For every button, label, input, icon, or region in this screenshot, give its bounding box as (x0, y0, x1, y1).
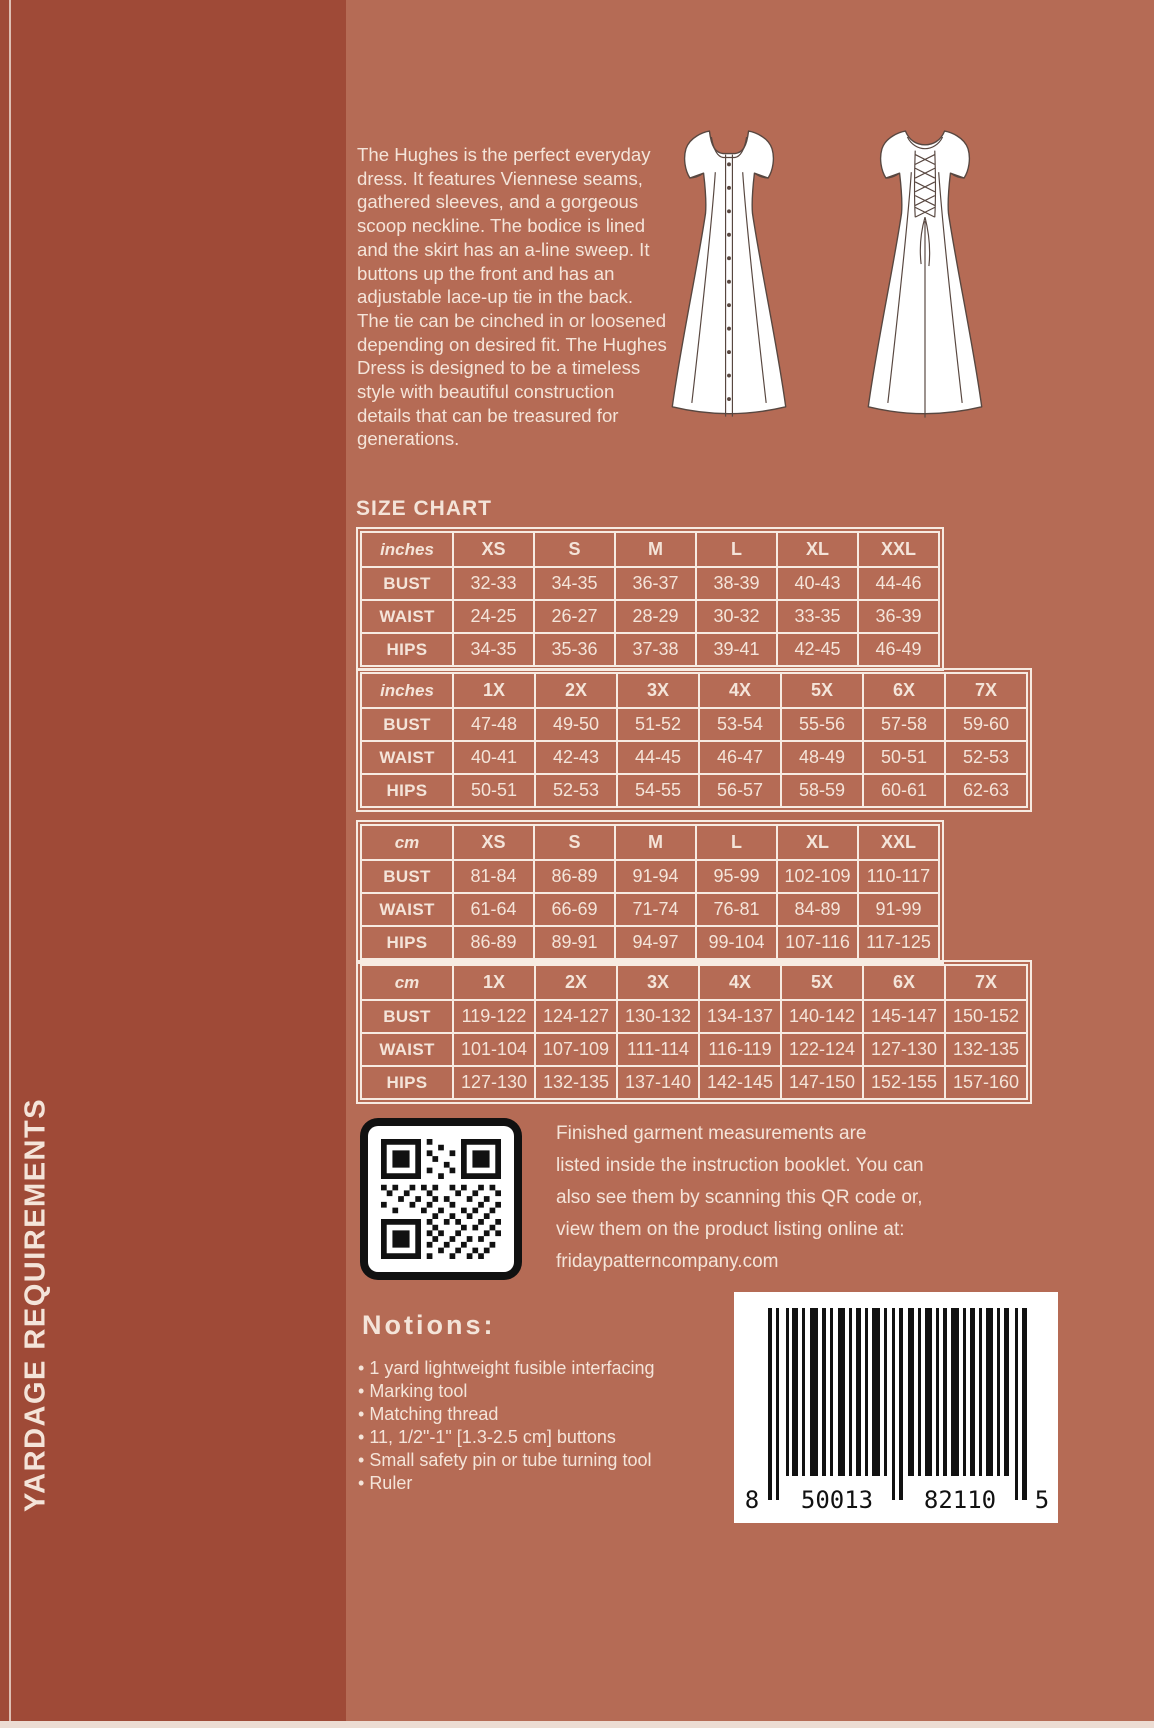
size-column-header: 3X (617, 673, 699, 708)
measurement-value-cell: 33-35 (777, 600, 858, 633)
size-column-header: XS (453, 825, 534, 860)
measurement-value-cell: 35-36 (534, 633, 615, 666)
measurement-value-cell: 48-49 (781, 741, 863, 774)
size-column-header: 5X (781, 673, 863, 708)
measurement-value-cell: 24-25 (453, 600, 534, 633)
size-chart-title: SIZE CHART (356, 497, 492, 520)
measurement-value-cell: 42-45 (777, 633, 858, 666)
notion-item: • Small safety pin or tube turning tool (358, 1451, 688, 1469)
measurement-value-cell: 37-38 (615, 633, 696, 666)
yardage-requirements-label: YARDAGE REQUIREMENTS (19, 1097, 52, 1513)
size-column-header: XL (777, 532, 858, 567)
measurement-value-cell: 127-130 (453, 1066, 535, 1099)
notions-title: Notions: (362, 1310, 496, 1340)
size-table-row (361, 633, 939, 666)
measurement-value-cell: 86-89 (534, 860, 615, 893)
measurement-value-cell: 28-29 (615, 600, 696, 633)
bottom-edge-strip (0, 1721, 1154, 1728)
measurement-value-cell: 44-46 (858, 567, 939, 600)
size-column-header: 6X (863, 965, 945, 1000)
barcode-bars (768, 1308, 1027, 1500)
finished-measurements-text (556, 1124, 986, 1284)
measurement-value-cell: 119-122 (453, 1000, 535, 1033)
measurement-value-cell: 130-132 (617, 1000, 699, 1033)
notions-list (358, 1359, 688, 1497)
measurement-value-cell: 117-125 (858, 926, 939, 959)
dress-back-illustration (836, 92, 1014, 444)
size-column-header: XXL (858, 532, 939, 567)
measurement-label-cell: WAIST (361, 1033, 453, 1066)
size-table-row (361, 741, 1027, 774)
measurement-value-cell: 102-109 (777, 860, 858, 893)
notion-item: • 11, 1/2"-1" [1.3-2.5 cm] buttons (358, 1428, 688, 1446)
size-column-header: L (696, 532, 777, 567)
size-table-row (361, 600, 939, 633)
measurement-value-cell: 40-43 (777, 567, 858, 600)
measurement-value-cell: 157-160 (945, 1066, 1027, 1099)
measurement-value-cell: 56-57 (699, 774, 781, 807)
measurement-value-cell: 76-81 (696, 893, 777, 926)
unit-header-cell: inches (361, 532, 453, 567)
unit-header-cell: inches (361, 673, 453, 708)
measurement-label-cell: HIPS (361, 633, 453, 666)
measurement-value-cell: 34-35 (534, 567, 615, 600)
barcode-digit: 50013 (800, 1486, 874, 1514)
size-column-header: 1X (453, 673, 535, 708)
measurement-value-cell: 50-51 (863, 741, 945, 774)
measurement-value-cell: 55-56 (781, 708, 863, 741)
measurement-value-cell: 54-55 (617, 774, 699, 807)
measurement-value-cell: 57-58 (863, 708, 945, 741)
measurement-value-cell: 110-117 (858, 860, 939, 893)
size-table-row (361, 1066, 1027, 1099)
barcode-digit: 5 (1034, 1486, 1050, 1514)
notion-item: • 1 yard lightweight fusible interfacing (358, 1359, 688, 1377)
measurement-value-cell: 134-137 (699, 1000, 781, 1033)
measurement-value-cell: 127-130 (863, 1033, 945, 1066)
measurement-value-cell: 50-51 (453, 774, 535, 807)
size-table-row (361, 708, 1027, 741)
size-column-header: M (615, 532, 696, 567)
size-column-header: 6X (863, 673, 945, 708)
measurement-label-cell: BUST (361, 1000, 453, 1033)
measurement-value-cell: 145-147 (863, 1000, 945, 1033)
measurement-value-cell: 32-33 (453, 567, 534, 600)
qr-text-line: fridaypatterncompany.com (556, 1251, 779, 1272)
measurement-value-cell: 38-39 (696, 567, 777, 600)
measurement-value-cell: 150-152 (945, 1000, 1027, 1033)
measurement-value-cell: 116-119 (699, 1033, 781, 1066)
size-table-header-row (361, 532, 939, 567)
qr-text-line: Finished garment measurements are (556, 1123, 867, 1144)
measurement-label-cell: HIPS (361, 774, 453, 807)
size-table-header-row (361, 673, 1027, 708)
measurement-value-cell: 36-39 (858, 600, 939, 633)
measurement-label-cell: BUST (361, 708, 453, 741)
size-column-header: 4X (699, 673, 781, 708)
size-column-header: 1X (453, 965, 535, 1000)
measurement-value-cell: 140-142 (781, 1000, 863, 1033)
size-column-header: M (615, 825, 696, 860)
sidebar-divider-line (9, 0, 11, 1728)
measurement-value-cell: 46-47 (699, 741, 781, 774)
measurement-value-cell: 40-41 (453, 741, 535, 774)
size-column-header: S (534, 825, 615, 860)
measurement-value-cell: 107-109 (535, 1033, 617, 1066)
measurement-value-cell: 61-64 (453, 893, 534, 926)
measurement-value-cell: 49-50 (535, 708, 617, 741)
measurement-value-cell: 132-135 (945, 1033, 1027, 1066)
size-table-row (361, 1000, 1027, 1033)
barcode-digit: 8 (744, 1486, 760, 1514)
measurement-value-cell: 111-114 (617, 1033, 699, 1066)
measurement-value-cell: 52-53 (535, 774, 617, 807)
measurement-value-cell: 47-48 (453, 708, 535, 741)
measurement-value-cell: 59-60 (945, 708, 1027, 741)
measurement-label-cell: BUST (361, 567, 453, 600)
measurement-value-cell: 81-84 (453, 860, 534, 893)
notion-item: • Matching thread (358, 1405, 688, 1423)
qr-text-line: view them on the product listing online at: (556, 1219, 905, 1240)
size-column-header: 4X (699, 965, 781, 1000)
size-column-header: 2X (535, 673, 617, 708)
size-column-header: 2X (535, 965, 617, 1000)
measurement-value-cell: 84-89 (777, 893, 858, 926)
measurement-value-cell: 101-104 (453, 1033, 535, 1066)
qr-text-line: also see them by scanning this QR code or, (556, 1187, 923, 1208)
size-table-row (361, 926, 939, 959)
measurement-value-cell: 91-99 (858, 893, 939, 926)
notion-item: • Ruler (358, 1474, 688, 1492)
measurement-value-cell: 52-53 (945, 741, 1027, 774)
measurement-value-cell: 137-140 (617, 1066, 699, 1099)
unit-header-cell: cm (361, 965, 453, 1000)
measurement-value-cell: 147-150 (781, 1066, 863, 1099)
measurement-label-cell: WAIST (361, 600, 453, 633)
measurement-value-cell: 89-91 (534, 926, 615, 959)
measurement-value-cell: 152-155 (863, 1066, 945, 1099)
measurement-value-cell: 30-32 (696, 600, 777, 633)
measurement-value-cell: 107-116 (777, 926, 858, 959)
measurement-value-cell: 132-135 (535, 1066, 617, 1099)
measurement-value-cell: 36-37 (615, 567, 696, 600)
size-table-row (361, 774, 1027, 807)
measurement-value-cell: 42-43 (535, 741, 617, 774)
measurement-label-cell: WAIST (361, 893, 453, 926)
measurement-value-cell: 86-89 (453, 926, 534, 959)
size-table-inches-1x-7x (356, 668, 1032, 812)
measurement-value-cell: 60-61 (863, 774, 945, 807)
measurement-value-cell: 34-35 (453, 633, 534, 666)
measurement-label-cell: WAIST (361, 741, 453, 774)
measurement-value-cell: 58-59 (781, 774, 863, 807)
measurement-value-cell: 51-52 (617, 708, 699, 741)
measurement-value-cell: 91-94 (615, 860, 696, 893)
size-table-header-row (361, 965, 1027, 1000)
size-table-cm-1x-7x (356, 960, 1032, 1104)
size-table-inches-xs-xxl (356, 527, 944, 671)
size-table-header-row (361, 825, 939, 860)
measurement-value-cell: 95-99 (696, 860, 777, 893)
size-table-row (361, 567, 939, 600)
pattern-description: The Hughes is the perfect everyday dress. It features Viennese seams, gathered sleeves, and a gorgeous scoop neckline. The bodice is lined and the skirt has an a-line sweep. It buttons up the front and has an adjustable lace-up tie in the back. The tie can be cinched in or loosened depending on desired fit. The Hughes Dress is designed to be a timeless style with beautiful construction details that can be treasured for generations. (357, 144, 667, 450)
qr-text-line: listed inside the instruction booklet. You can (556, 1155, 924, 1176)
size-column-header: XS (453, 532, 534, 567)
size-table-row (361, 860, 939, 893)
measurement-value-cell: 99-104 (696, 926, 777, 959)
barcode (734, 1292, 1058, 1523)
measurement-value-cell: 71-74 (615, 893, 696, 926)
size-table-cm-xs-xxl (356, 820, 944, 964)
barcode-digit: 82110 (923, 1486, 997, 1514)
measurement-value-cell: 53-54 (699, 708, 781, 741)
measurement-value-cell: 46-49 (858, 633, 939, 666)
size-table-row (361, 893, 939, 926)
measurement-value-cell: 66-69 (534, 893, 615, 926)
notion-item: • Marking tool (358, 1382, 688, 1400)
measurement-value-cell: 124-127 (535, 1000, 617, 1033)
size-column-header: 3X (617, 965, 699, 1000)
unit-header-cell: cm (361, 825, 453, 860)
measurement-value-cell: 26-27 (534, 600, 615, 633)
size-column-header: S (534, 532, 615, 567)
measurement-value-cell: 122-124 (781, 1033, 863, 1066)
measurement-label-cell: HIPS (361, 1066, 453, 1099)
size-column-header: 5X (781, 965, 863, 1000)
dress-front-illustration (640, 92, 818, 444)
measurement-value-cell: 142-145 (699, 1066, 781, 1099)
measurement-label-cell: BUST (361, 860, 453, 893)
size-column-header: XL (777, 825, 858, 860)
measurement-value-cell: 62-63 (945, 774, 1027, 807)
size-table-row (361, 1033, 1027, 1066)
size-column-header: L (696, 825, 777, 860)
size-column-header: 7X (945, 965, 1027, 1000)
size-column-header: XXL (858, 825, 939, 860)
measurement-value-cell: 94-97 (615, 926, 696, 959)
size-column-header: 7X (945, 673, 1027, 708)
measurement-value-cell: 44-45 (617, 741, 699, 774)
measurement-label-cell: HIPS (361, 926, 453, 959)
qr-code (360, 1118, 522, 1280)
measurement-value-cell: 39-41 (696, 633, 777, 666)
